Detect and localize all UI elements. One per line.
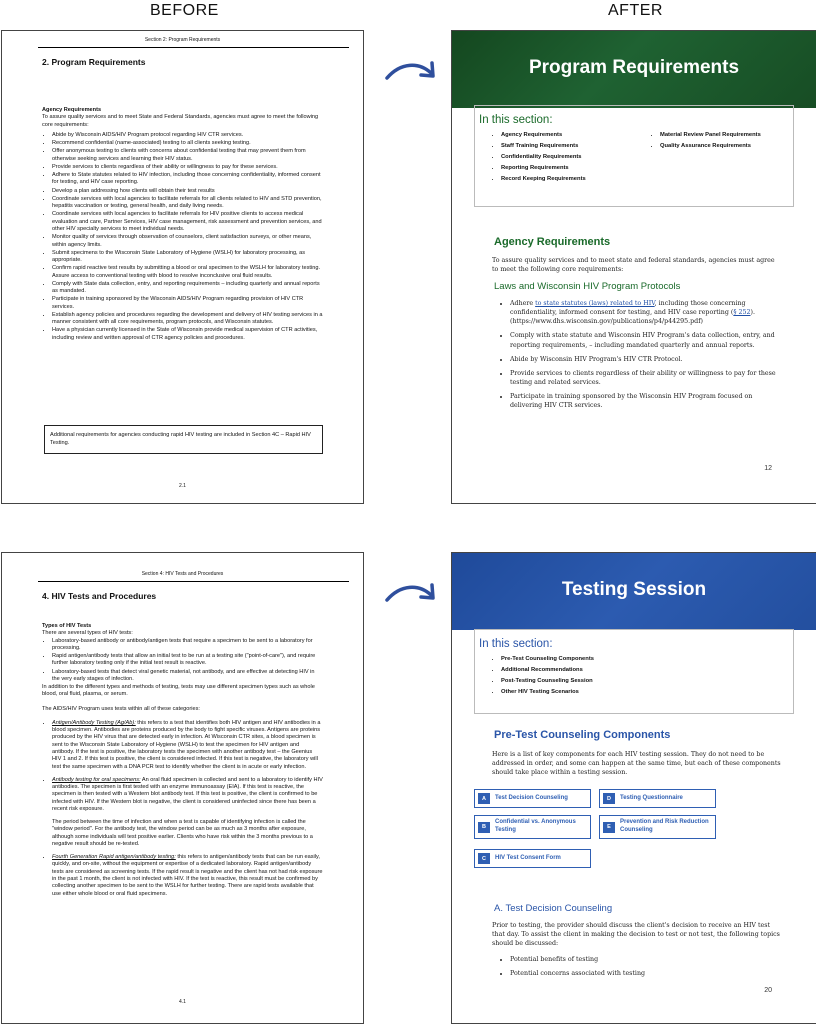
page-number: 20	[764, 987, 772, 994]
tile-letter-badge: E	[603, 822, 615, 833]
component-tile[interactable]	[474, 815, 591, 839]
section-link[interactable]: • Agency Requirements	[501, 132, 634, 138]
test-types-list	[42, 638, 323, 684]
window-period-text: The period between the time of infection and when a test is capable of identifying infection is called the "window period". For the antibody test, the window period can be as much as 3 months after exposure, although some individuals will test positive earlier. Clients who have risk within the 3 months previous to a negative result should be re-tested.	[52, 819, 313, 847]
section-link[interactable]: • Post-Testing Counseling Session	[501, 678, 793, 684]
tile-letter-badge: C	[478, 853, 490, 864]
list-item: • Comply with state statute and Wisconsin HIV Program's data collection, entry, and reporting requirements, – including mandated quarterly and annual reports.	[510, 331, 782, 349]
box-title: In this section:	[479, 638, 553, 650]
page-title: 4. HIV Tests and Procedures	[42, 591, 157, 601]
section-link[interactable]: • Staff Training Requirements	[501, 143, 634, 149]
list-item: • Establish agency policies and procedures regarding the development and delivery of HIV testing services in a manner consistent with all core requirements, program protocols, and Wisconsin statutes.	[52, 312, 323, 327]
before-page-hiv-tests	[1, 552, 364, 1024]
list-item: • Participate in training sponsored by the Wisconsin HIV Program focused on delivering HIV CTR services.	[510, 392, 782, 410]
page-header: Section 4: HIV Tests and Procedures	[141, 571, 224, 577]
list-item: • Adhere to State statutes related to HIV infection, including those concerning confidentiality, informed consent for testing, and HIV case reporting.	[52, 172, 323, 187]
types-note: In addition to the different types and methods of testing, tests may use different specimen types such as whole blood, oral fluid, plasma, or serum.	[42, 684, 315, 698]
page-banner	[452, 31, 816, 108]
list-item: • Confirm rapid reactive test results by submitting a blood or oral specimen to the WSLH for laboratory testing. Assure access to conventional testing with blood to resolve inconclusive oral fluid results.	[52, 265, 323, 280]
list-item: • Offer anonymous testing to clients with concerns about confidential testing that may prevent them from otherwise seeking services and learning their HIV status.	[52, 148, 323, 163]
tile-label: Testing Questionnaire	[620, 794, 683, 801]
intro-text: To assure quality services and to meet State and Federal Standards, agencies must agree to meet the following core requirements:	[42, 114, 319, 128]
statute-252-link[interactable]: § 252	[733, 309, 751, 317]
list-item: • Fourth Generation Rapid antigen/antibody testing: this refers to antigen/antibody tests that can be run easily, quickly, and on-site, without the equipment or expertise of a dedicated laboratory. Rapid antigen/antibody tests are considered as screening tests. If the rapid result is negative and the client has not had risk exposure in the past 1 month, the client is not infected with HIV. If the test is reactive, this result must be confirmed by collecting another specimen to be sent to the WSLH for further testing. There are rapid tests available that use either whole blood or oral fluid specimens.	[52, 854, 323, 898]
list-item: • Comply with State data collection, entry, and reporting requirements – including quarterly and annual reports as mandated.	[52, 281, 323, 296]
list-item: • Potential concerns associated with testing	[510, 969, 782, 978]
list-item: • Recommend confidential (name-associated) testing to all clients seeking testing.	[52, 140, 323, 147]
after-label: AFTER	[608, 2, 663, 19]
section-link[interactable]: • Quality Assurance Requirements	[660, 143, 793, 149]
tile-label: Confidential vs. Anonymous Testing	[495, 819, 576, 833]
header-rule	[38, 47, 349, 48]
section-links	[475, 656, 793, 695]
page-title: 2. Program Requirements	[42, 57, 146, 67]
page-number: 2.1	[179, 483, 186, 489]
subsection-heading: A. Test Decision Counseling	[494, 903, 613, 914]
page-number: 4.1	[179, 999, 186, 1005]
tile-label: HIV Test Consent Form	[495, 854, 561, 861]
statutes-link[interactable]: to state statutes (laws) related to HIV	[535, 300, 655, 307]
component-tile[interactable]	[474, 849, 591, 868]
list-item: • Develop a plan addressing how clients will obtain their test results	[52, 188, 323, 195]
page-number: 12	[764, 465, 772, 472]
requirements-list	[492, 299, 782, 415]
list-item: • Monitor quality of services through observation of counselors, client satisfaction surveys, or other means, within agency limits.	[52, 234, 323, 249]
list-item: • Submit specimens to the Wisconsin State Laboratory of Hygiene (WSLH) for laboratory processing, as appropriate.	[52, 250, 323, 265]
box-title: In this section:	[479, 114, 553, 126]
tile-label: Test Decision Counseling	[495, 794, 568, 801]
list-item: • Antigen/Antibody Testing (Ag/Ab): this refers to a test that identifies both HIV antigen and HIV antibodies in a blood specimen. Antibodies are proteins produced by the body to fight specific viruses. Antigens are proteins produced by the HIV virus that are detected early in infection. At Wisconsin CTR sites, a blood specimen is sent to the Wisconsin State Laboratory of Hygiene (WSLH) to test the specimen for HIV antigen and antibody. If the test is positive, the laboratory tests the specimen with another antibody test – the Geenius HIV 1 and 2. If this test is positive, the client is considered infected. If this test is negative, the laboratory will test the same specimen with a DNA PCR test to identify whether the client is in acute or early infection.	[52, 720, 323, 771]
section-link[interactable]: • Pre-Test Counseling Components	[501, 656, 793, 662]
section-link[interactable]: • Record Keeping Requirements	[501, 176, 634, 182]
banner-title: Program Requirements	[528, 57, 740, 78]
section-link[interactable]: • Material Review Panel Requirements	[660, 132, 793, 138]
tile-letter-badge: B	[478, 822, 490, 833]
component-tile[interactable]	[474, 789, 591, 808]
page-body	[42, 99, 323, 343]
decision-paragraph: Prior to testing, the provider should discuss the client's decision to receive an HIV test that day. To assist the client in making the decision to test or not test, the following topics should be discussed:	[492, 922, 780, 948]
intro-text: There are several types of HIV tests:	[42, 630, 133, 637]
section-heading: Agency Requirements	[494, 236, 611, 248]
list-item: • Laboratory-based antibody or antibody/antigen tests that require a specimen to be sent to a laboratory for processing.	[52, 638, 323, 653]
section-subhead: Types of HIV Tests	[42, 623, 92, 629]
uses-text: The AIDS/HIV Program uses tests within all of these categories:	[42, 705, 200, 712]
list-item: • Abide by Wisconsin AIDS/HIV Program protocol regarding HIV CTR services.	[52, 132, 323, 139]
before-page-program-requirements	[1, 30, 364, 504]
section-link[interactable]: • Reporting Requirements	[501, 165, 634, 171]
in-this-section-box	[474, 105, 794, 207]
section-link[interactable]: • Confidentiality Requirements	[501, 154, 634, 160]
curved-right-arrow-icon	[383, 56, 439, 84]
list-item: • Coordinate services with local agencies to facilitate referrals for HIV positive clients to access medical evaluation and care, Partner Services, HIV case management, risk assessment and prevention services, and other HIV specialty services to meet individual needs.	[52, 211, 323, 233]
list-item: • Participate in training sponsored by the Wisconsin AIDS/HIV Program regarding provision of HIV CTR services.	[52, 296, 323, 311]
intro-text: To assure quality services and to meet state and federal standards, agencies must agree to meet the following core requirements:	[492, 257, 775, 274]
after-page-testing-session	[451, 552, 816, 1024]
page-body	[42, 615, 323, 899]
note-box: Additional requirements for agencies conducting rapid HIV testing are included in Section 4C – Rapid HIV Testing.	[44, 425, 323, 454]
tile-label: Prevention and Risk Reduction Counseling	[620, 819, 709, 833]
section-link[interactable]: • Other HIV Testing Scenarios	[501, 689, 793, 695]
category-list-2	[42, 854, 323, 898]
category-list	[42, 720, 323, 813]
topics-list	[492, 955, 782, 983]
tile-letter-badge: D	[603, 793, 615, 804]
list-item: • Potential benefits of testing	[510, 955, 782, 964]
in-this-section-box	[474, 629, 794, 714]
component-tile[interactable]	[599, 789, 716, 808]
section-subhead: Agency Requirements	[42, 107, 102, 113]
section-heading: Pre-Test Counseling Components	[494, 729, 671, 741]
component-tile[interactable]	[599, 815, 716, 839]
intro-text: Here is a list of key components for each HIV testing session. They do not need to be addressed in order, and some can happen at the same time, but each of these components should take place within a testing session.	[492, 751, 781, 777]
after-page-program-requirements	[451, 30, 816, 504]
page-banner	[452, 553, 816, 630]
list-item: • Have a physician currently licensed in the State of Wisconsin provide medical supervision of CTR activities, including review and written approval of CTR agency policies and procedures.	[52, 327, 323, 342]
curved-right-arrow-icon	[383, 578, 439, 606]
banner-title: Testing Session	[561, 579, 707, 600]
before-label: BEFORE	[150, 2, 219, 19]
section-link[interactable]: • Additional Recommendations	[501, 667, 793, 673]
tile-letter-badge: A	[478, 793, 490, 804]
requirements-list	[42, 132, 323, 342]
subsection-heading: Laws and Wisconsin HIV Program Protocols	[494, 281, 681, 292]
list-item: • Abide by Wisconsin HIV Program's HIV CTR Protocol.	[510, 355, 782, 364]
list-item: • Coordinate services with local agencies to facilitate referrals for all clients related to HIV and STD prevention, hepatitis vaccination or testing, general health, and daily living needs.	[52, 196, 323, 211]
list-item: • Provide services to clients regardless of their ability or willingness to pay for these services.	[52, 164, 323, 171]
list-item: • Laboratory-based tests that detect viral genetic material, not antibody, and are effective at detecting HIV in the very early stages of infection.	[52, 669, 323, 684]
list-item: • Rapid antigen/antibody tests that allow an initial test to be run at a testing site ("point-of-care"), and require further laboratory testing only if the initial test result is reactive.	[52, 653, 323, 668]
section-links-col2	[634, 132, 793, 187]
section-links-col1	[475, 132, 634, 187]
page-header: Section 2: Program Requirements	[144, 37, 221, 43]
header-rule	[38, 581, 349, 582]
list-item: • Provide services to clients regardless of their ability or willingness to pay for these testing and related services.	[510, 369, 782, 387]
list-item: • Adhere to state statutes (laws) related to HIV, including those concerning confidentiality, informed consent for testing, and HIV case reporting (§ 252). (https://www.dhs.wisconsin.gov/publications/p4/p44295.pdf)	[510, 299, 782, 326]
list-item: • Antibody testing for oral specimens: An oral fluid specimen is collected and sent to a laboratory to identify HIV antibodies. The specimen is first tested with an enzyme immunoassay (EIA). If this test is reactive, the specimen is then tested with a Western blot antibody test. If this test is positive, the client is confirmed to be infected with HIV. If the Western blot is negative, the client is considered uninfected since there has been a recent risk exposure.	[52, 777, 323, 813]
